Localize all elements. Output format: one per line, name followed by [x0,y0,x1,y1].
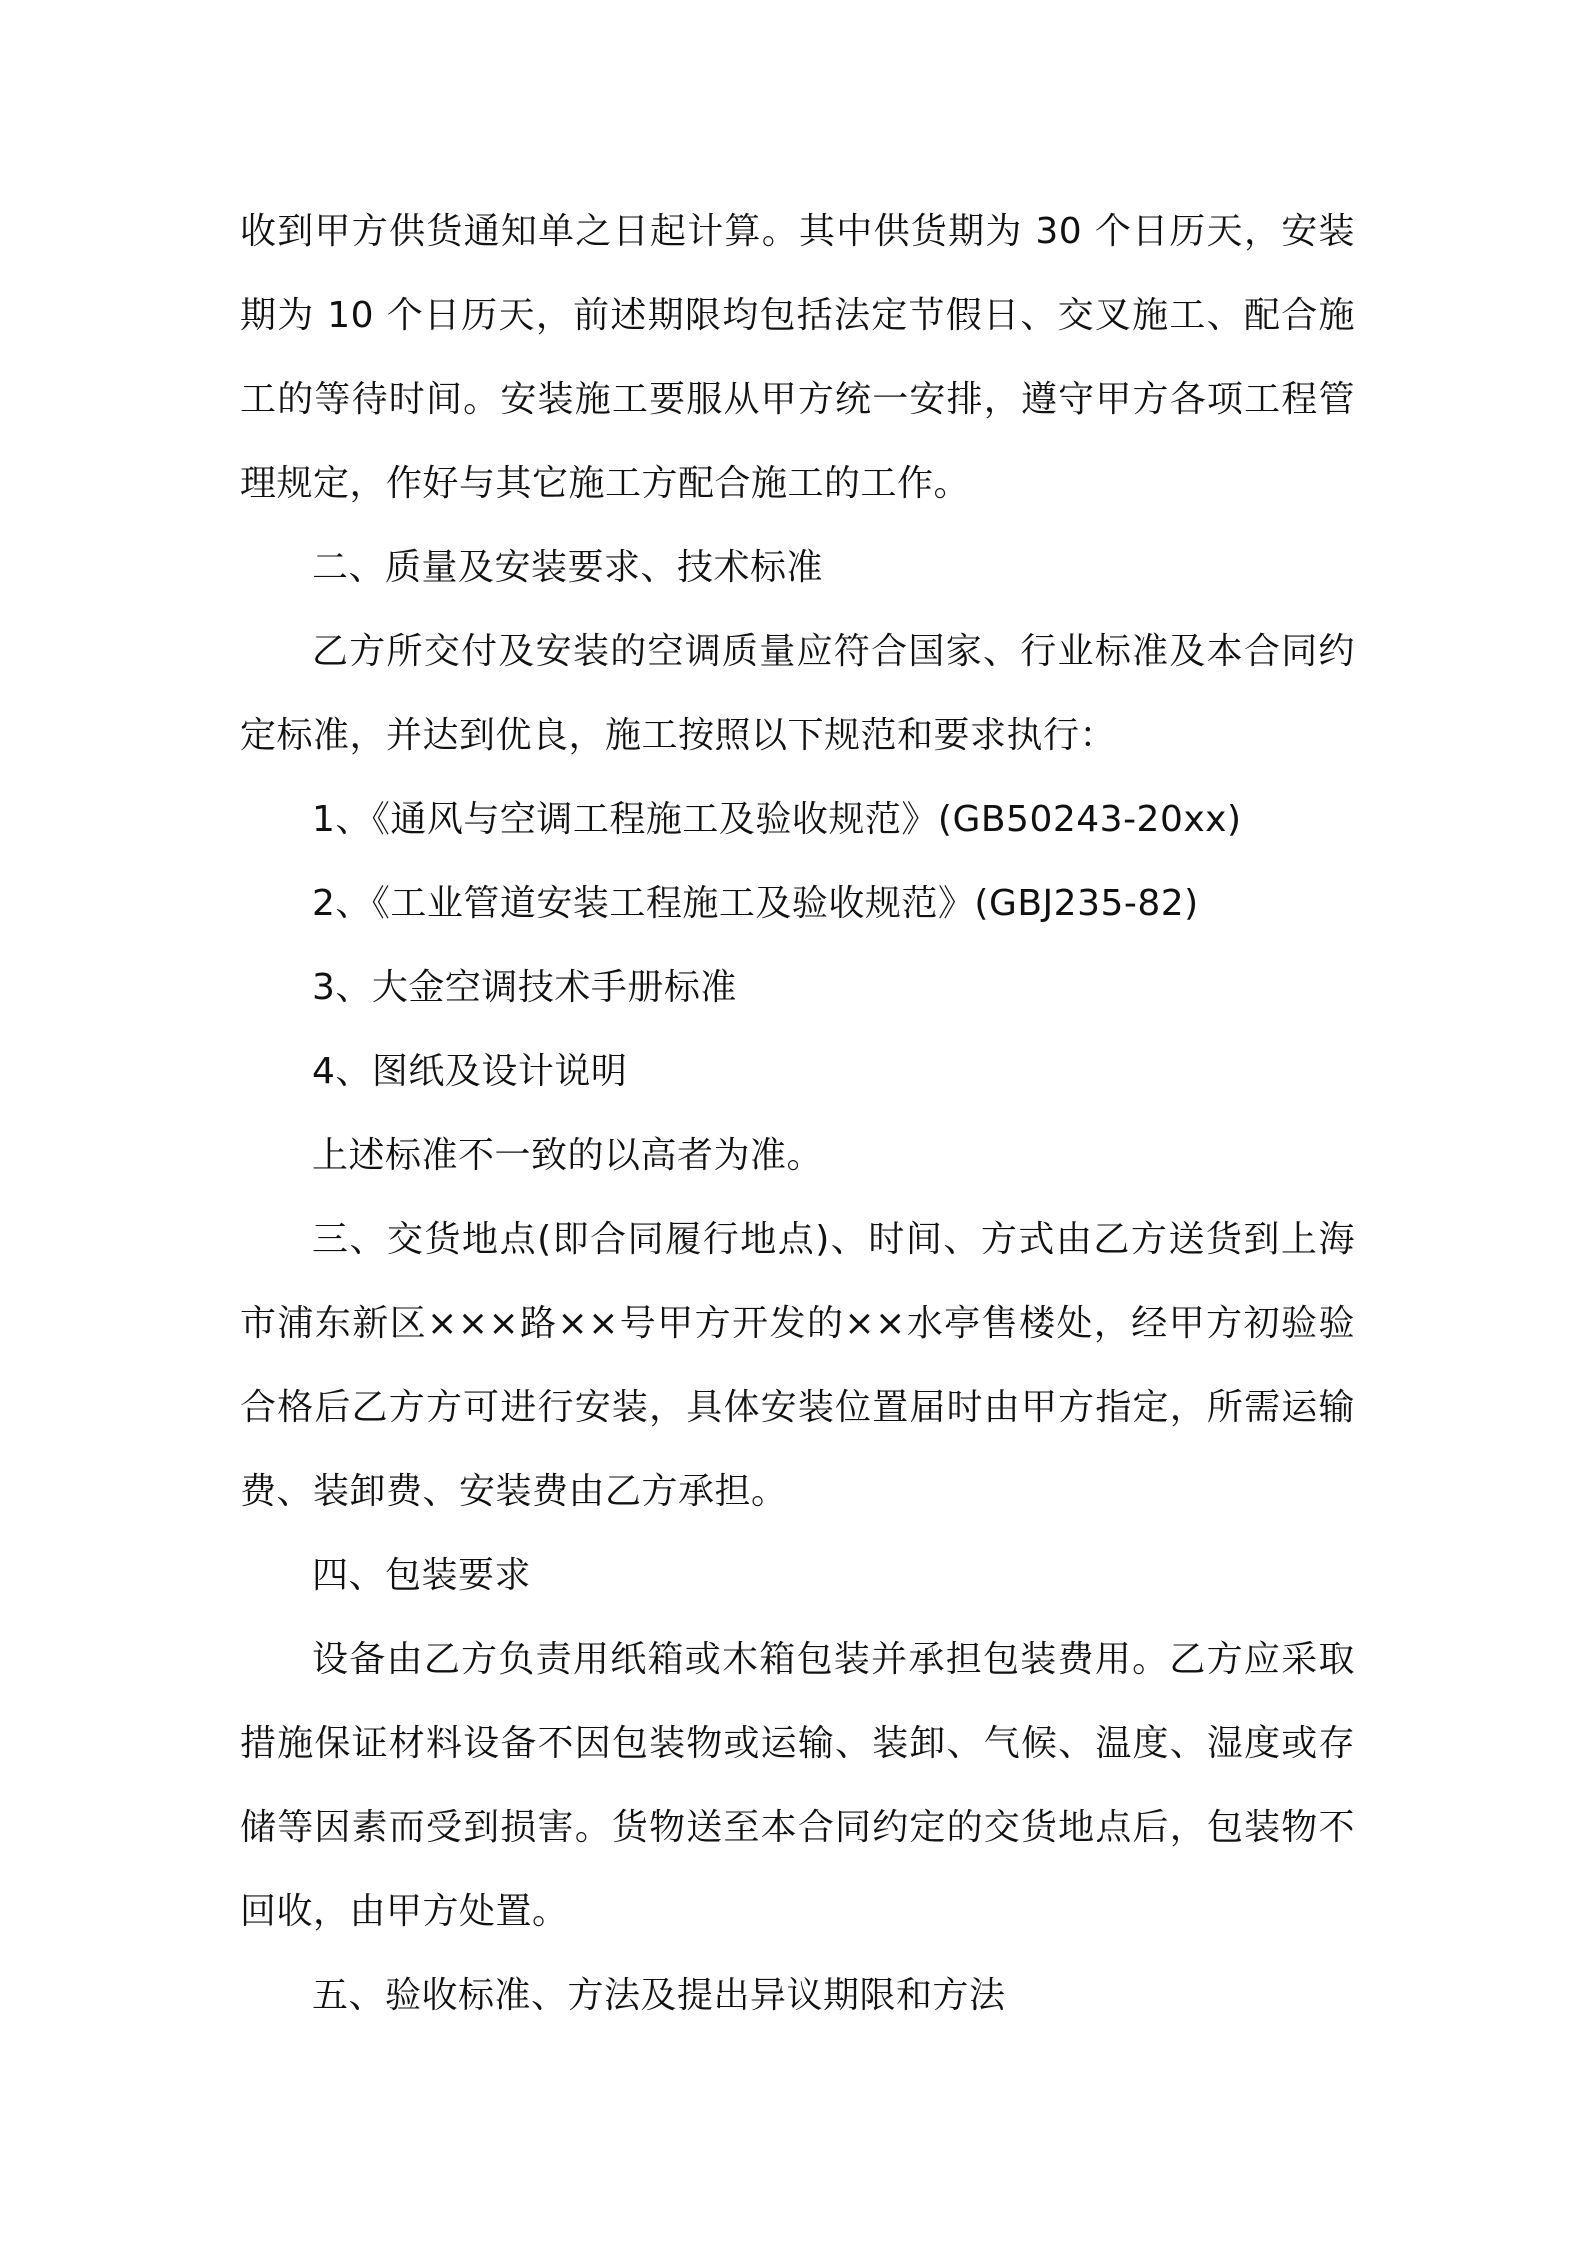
standard-item-2: 2、《工业管道安装工程施工及验收规范》(GBJ235-82) [312,883,1199,924]
section-heading-acceptance: 五、验收标准、方法及提出异议期限和方法 [312,1975,1006,2016]
standard-item-4: 4、图纸及设计说明 [312,1051,628,1092]
section-heading-packaging: 四、包装要求 [312,1555,532,1596]
paragraph-standard-conflict: 上述标准不一致的以高者为准。 [312,1135,824,1176]
section-delivery-location: 三、交货地点(即合同履行地点)、时间、方式由乙方送货到上海市浦东新区×××路××号甲方开发的××水亭售楼处，经甲方初验验合格后乙方方可进行安装，具体安装位置届时由甲方指定，所需运输费、装卸费、安装费由乙方承担。 [240,1219,1355,1512]
paragraph-delivery-period: 收到甲方供货通知单之日起计算。其中供货期为 30 个日历天，安装期为 10 个日历天，前述期限均包括法定节假日、交叉施工、配合施工的等待时间。安装施工要服从甲方统一安排，遵守甲方各项工程管理规定，作好与其它施工方配合施工的工作。 [240,211,1355,504]
standard-item-3: 3、大金空调技术手册标准 [312,967,737,1008]
paragraph-packaging: 设备由乙方负责用纸箱或木箱包装并承担包装费用。乙方应采取措施保证材料设备不因包装物或运输、装卸、气候、温度、湿度或存储等因素而受到损害。货物送至本合同约定的交货地点后，包装物不回收，由甲方处置。 [240,1639,1355,1932]
standard-item-1: 1、《通风与空调工程施工及验收规范》(GB50243-20xx) [312,799,1242,840]
paragraph-quality-requirements: 乙方所交付及安装的空调质量应符合国家、行业标准及本合同约定标准，并达到优良，施工按照以下规范和要求执行： [240,631,1355,756]
document-body [240,190,1355,2038]
section-heading-quality: 二、质量及安装要求、技术标准 [312,547,824,588]
